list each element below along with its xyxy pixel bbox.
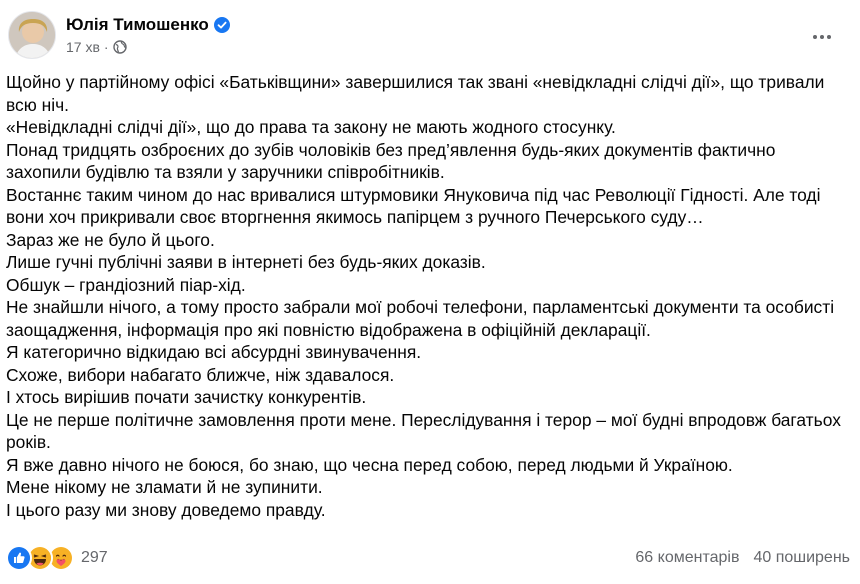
post-paragraph: Востаннє таким чином до нас вривалися штурмовики Януковича під час Революції Гідності. Але тоді вони хоч прикривали своє вторгнення якимось папірцем з ручного Печерського суду… (6, 184, 821, 227)
post-time[interactable]: 17 хв (66, 39, 100, 55)
post-stats (635, 549, 850, 567)
shares-count-link[interactable]: 40 поширень (753, 549, 850, 566)
reaction-icons (6, 545, 69, 571)
more-options-icon (813, 35, 831, 39)
post-paragraph: Я вже давно нічого не боюся, бо знаю, що чесна перед собою, перед людьми й Україною. (6, 454, 733, 475)
post-text (6, 71, 848, 521)
more-options-button[interactable] (804, 19, 840, 55)
author-name[interactable]: Юлія Тимошенко (66, 15, 209, 34)
post-paragraph: Це не перше політичне замовлення проти мене. Переслідування і терор – мої будні впродовж багатьох років. (6, 409, 841, 452)
reactions-count: 297 (81, 549, 108, 566)
author-block (66, 15, 230, 55)
post-paragraph: Лише гучні публічні заяви в інтернеті без будь-яких доказів. (6, 252, 486, 272)
post-paragraph: І цього разу ми знову доведемо правду. (6, 499, 326, 520)
globe-icon[interactable] (113, 40, 127, 54)
post-paragraph: Зараз же не було й цього. (6, 229, 215, 250)
post-paragraph: Не знайшли нічого, а тому просто забрали мої робочі телефони, парламентські документи та особисті заощадження, інформація про які повністю відображена в офіційній декларації. (6, 297, 835, 340)
avatar-image (9, 12, 56, 59)
post-header (8, 11, 846, 63)
author-line (66, 15, 230, 35)
meta-separator: · (103, 39, 109, 55)
post-paragraph: Мене нікому не зламати й не зупинити. (6, 477, 323, 497)
post-paragraph: Щойно у партійному офісі «Батьківщини» завершилися так звані «невідкладні слідчі дії», що тривали всю ніч. (6, 72, 825, 115)
post-paragraph: Обшук – грандіозний піар-хід. (6, 274, 246, 295)
post-paragraph: «Невідкладні слідчі дії», що до права та закону не мають жодного стосунку. (6, 117, 616, 137)
like-reaction-icon (6, 545, 32, 571)
reactions-summary[interactable] (6, 545, 108, 571)
verified-badge-icon (214, 17, 230, 33)
post-paragraph: Понад тридцять озброєних до зубів чоловіків без пред’явлення будь-яких документів фактично захопили будівлю та взяли у заручники співробітників. (6, 139, 776, 182)
post-paragraph: Я категорично відкидаю всі абсурдні звинувачення. (6, 342, 422, 362)
post-paragraph: Схоже, вибори набагато ближче, ніж здавалося. (6, 364, 395, 385)
avatar[interactable] (8, 11, 56, 59)
post-footer (6, 544, 850, 572)
post-paragraph: І хтось вирішив почати зачистку конкурентів. (6, 387, 367, 407)
post-meta (66, 39, 230, 55)
comments-count-link[interactable]: 66 коментарів (635, 549, 740, 566)
